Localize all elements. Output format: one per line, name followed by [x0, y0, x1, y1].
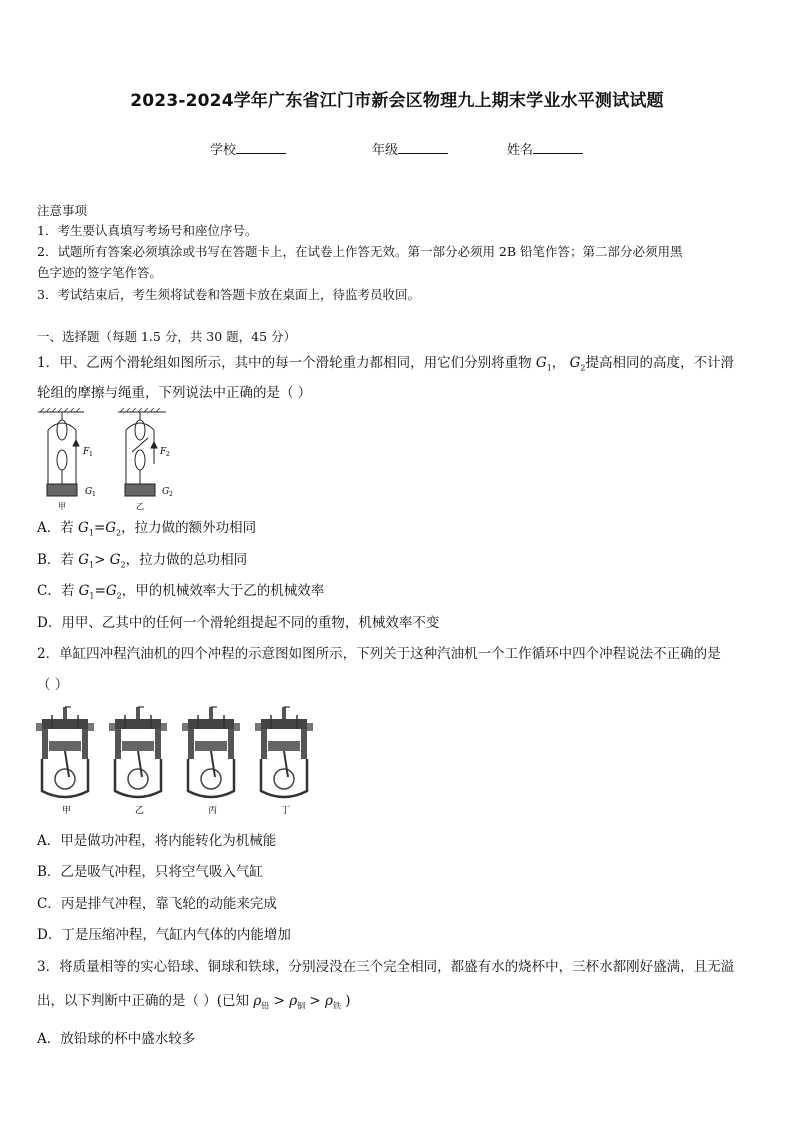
- grade-field: [372, 139, 448, 158]
- q1-option-c[interactable]: C．若 $G_1=G_2$，甲的机械效率大于乙的机械效率: [37, 583, 325, 601]
- name-blank[interactable]: [533, 141, 583, 154]
- label-f2: F: [160, 447, 167, 457]
- q1-option-d[interactable]: D．用甲、乙其中的任何一个滑轮组提起不同的重物，机械效率不变: [37, 615, 440, 631]
- svg-text:2: 2: [169, 491, 173, 498]
- label-yi: 乙: [136, 502, 144, 511]
- q2-option-c[interactable]: C．丙是排气冲程，靠飞轮的动能来完成: [37, 896, 277, 912]
- note-item: 2．试题所有答案必须填涂或书写在答题卡上，在试卷上作答无效。第一部分必须用 2B 铅笔作答；第二部分必须用黑: [37, 244, 683, 259]
- q3-stem-line2: 出，以下判断中正确的是（ ）(已知 $\rho_铅 > \rho_铜 > \rho_铁$ ): [37, 993, 351, 1011]
- grade-blank[interactable]: [398, 141, 448, 154]
- q2-stem-line2: （ ）: [37, 677, 69, 693]
- weight-g1: [47, 484, 77, 496]
- page-title: 2023-2024学年广东省江门市新会区物理九上期末学业水平测试试题: [130, 91, 664, 111]
- q1-option-a[interactable]: A．若 $G_1=G_2$，拉力做的额外功相同: [37, 520, 257, 538]
- name-field: [507, 139, 583, 158]
- q2-engine-figure: [36, 705, 326, 817]
- grade-label: 年级: [372, 143, 399, 158]
- label-g1: G: [85, 487, 93, 497]
- q2-option-d[interactable]: D．丁是压缩冲程，气缸内气体的内能增加: [37, 927, 291, 943]
- q2-option-b[interactable]: B．乙是吸气冲程，只将空气吸入气缸: [37, 864, 263, 880]
- label-yi: 乙: [135, 806, 145, 816]
- label-g2: G: [162, 487, 170, 497]
- school-blank[interactable]: [236, 141, 286, 154]
- q2-option-a[interactable]: A．甲是做功冲程，将内能转化为机械能: [37, 833, 277, 849]
- engine-ding: [255, 707, 313, 797]
- weight-g2: [125, 484, 155, 496]
- notes-heading: 注意事项: [37, 203, 88, 218]
- section-heading: 一、选择题（每题 1.5 分，共 30 题，45 分）: [37, 329, 297, 344]
- q1-pulley-figure: [30, 408, 190, 512]
- svg-text:2: 2: [166, 451, 170, 458]
- q1-stem-line1: 1．甲、乙两个滑轮组如图所示，其中的每一个滑轮重力都相同，用它们分别将重物 $G_1$， $G_2$提高相同的高度，不计滑: [37, 355, 734, 373]
- label-f1: F: [83, 447, 90, 457]
- movable-pulley-jia: [57, 450, 67, 470]
- svg-text:1: 1: [92, 491, 96, 498]
- svg-text:1: 1: [89, 451, 93, 458]
- note-item: 3．考试结束后，考生须将试卷和答题卡放在桌面上，待监考员收回。: [37, 287, 420, 302]
- school-label: 学校: [210, 143, 237, 158]
- label-ding: 丁: [281, 806, 291, 816]
- note-item: 色字迹的签字笔作答。: [37, 265, 163, 280]
- label-bing: 丙: [208, 806, 218, 816]
- name-label: 姓名: [507, 143, 534, 158]
- engine-jia: [36, 707, 94, 797]
- label-jia: 甲: [58, 502, 66, 511]
- movable-pulley-yi: [135, 450, 145, 470]
- q3-stem-line1: 3．将质量相等的实心铅球、铜球和铁球，分别浸没在三个完全相同，都盛有水的烧杯中，三杯水都刚好盛满，且无溢: [37, 959, 735, 975]
- q2-stem-line1: 2．单缸四冲程汽油机的四个冲程的示意图如图所示，下列关于这种汽油机一个工作循环中四个冲程说法不正确的是: [37, 646, 721, 662]
- school-field: [210, 139, 286, 158]
- engine-yi: [109, 707, 167, 797]
- q1-option-b[interactable]: B．若 $G_1> G_2$，拉力做的总功相同: [37, 552, 248, 570]
- q1-stem-line2: 轮组的摩擦与绳重，下列说法中正确的是（ ）: [37, 385, 312, 401]
- label-jia: 甲: [62, 806, 72, 816]
- q3-option-a[interactable]: A．放铅球的杯中盛水较多: [37, 1031, 196, 1047]
- engine-bing: [182, 707, 240, 797]
- note-item: 1．考生要认真填写考场号和座位序号。: [37, 223, 258, 238]
